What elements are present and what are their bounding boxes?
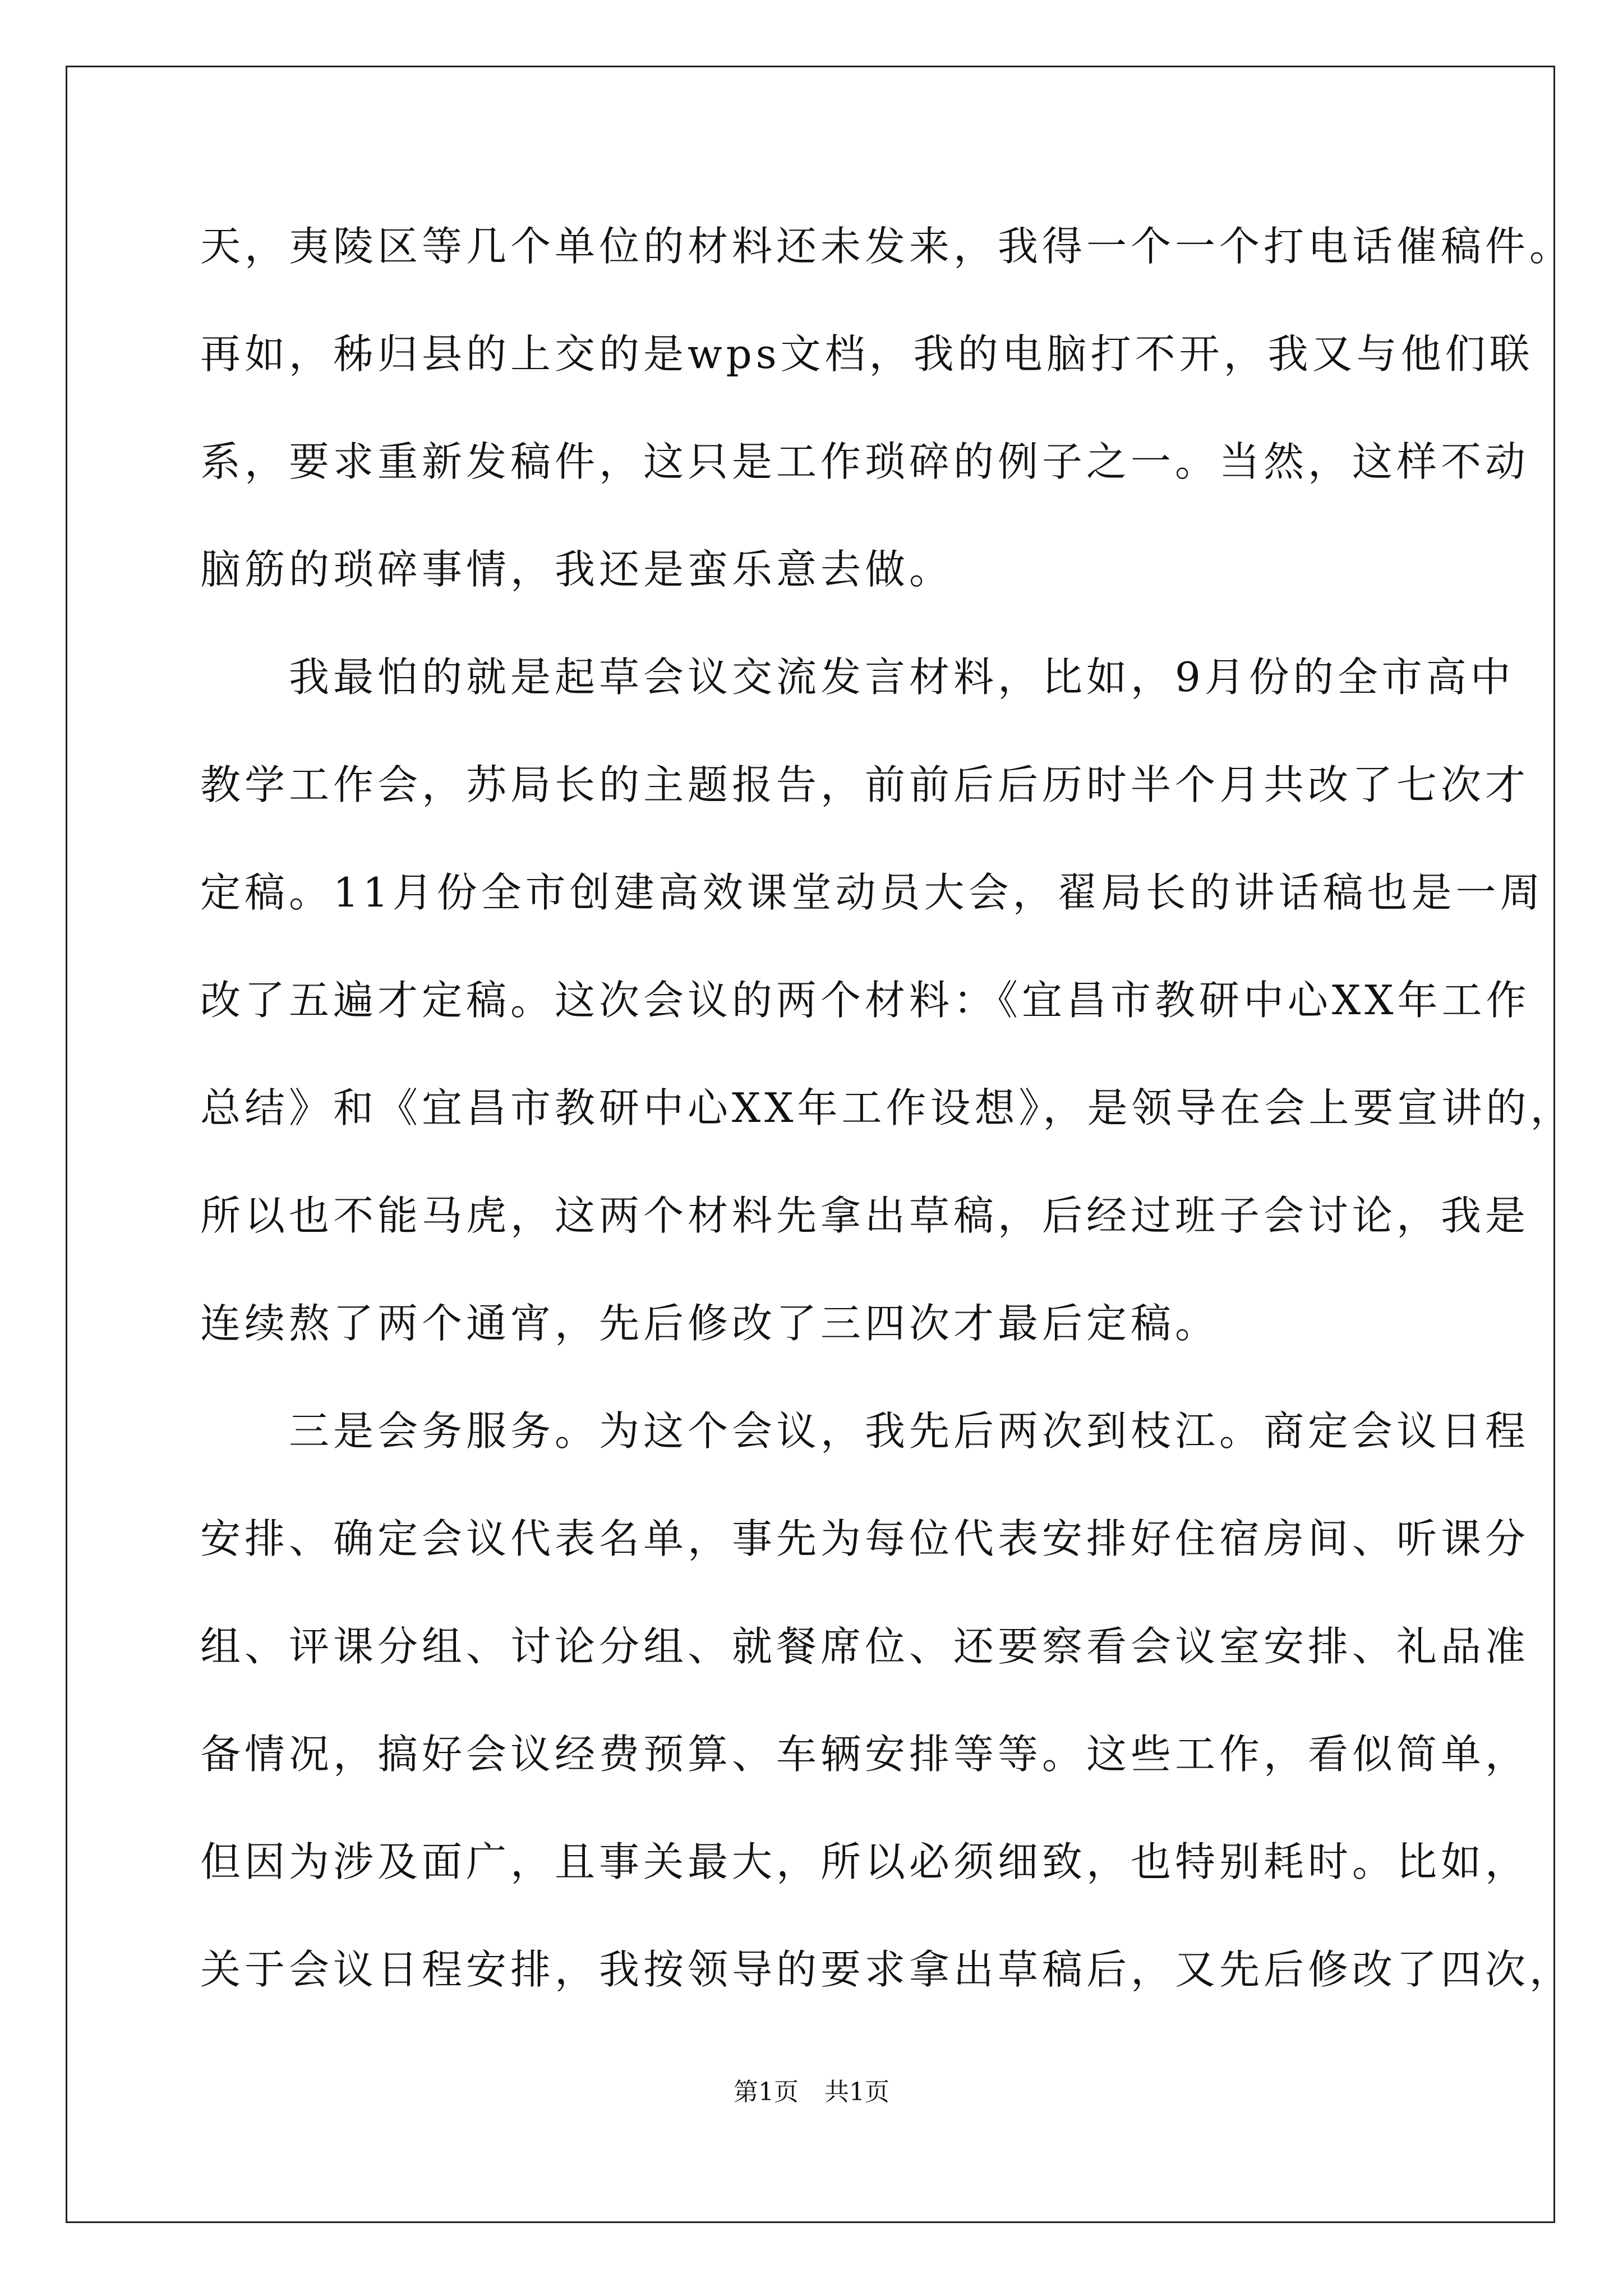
page-footer [0,2076,1623,2109]
text-line: 组、评课分组、讨论分组、就餐席位、还要察看会议室安排、礼品准 [200,1623,1530,1670]
text-line: 连续熬了两个通宵，先后修改了三四次才最后定稿。 [200,1300,1220,1347]
text-line: 再如，秭归县的上交的是wps文档，我的电脑打不开，我又与他们联 [200,330,1534,378]
page-total: 共1页 [824,2078,889,2106]
text-line: 关于会议日程安排，我按领导的要求拿出草稿后，又先后修改了四次， [200,1946,1574,1993]
page-number: 第1页 [734,2078,799,2106]
text-line: 天，夷陵区等几个单位的材料还未发来，我得一个一个打电话催稿件。 [200,223,1574,270]
text-line: 安排、确定会议代表名单，事先为每位代表安排好住宿房间、听课分 [200,1515,1530,1562]
text-line: 三是会务服务。为这个会议，我先后两次到枝江。商定会议日程 [200,1407,1530,1455]
text-line: 教学工作会，苏局长的主题报告，前前后后历时半个月共改了七次才 [200,761,1530,808]
text-line: 系，要求重新发稿件，这只是工作琐碎的例子之一。当然，这样不动 [200,438,1530,485]
text-line: 我最怕的就是起草会议交流发言材料，比如，9月份的全市高中 [200,654,1515,701]
text-line: 脑筋的琐碎事情，我还是蛮乐意去做。 [200,546,954,593]
text-line: 总结》和《宜昌市教研中心XX年工作设想》，是领导在会上要宣讲的， [200,1084,1575,1131]
text-line: 备情况，搞好会议经费预算、车辆安排等等。这些工作，看似简单， [200,1731,1530,1778]
text-line: 定稿。11月份全市创建高效课堂动员大会，翟局长的讲话稿也是一周 [200,869,1544,916]
text-line: 所以也不能马虎，这两个材料先拿出草稿，后经过班子会讨论，我是 [200,1192,1530,1239]
text-line: 但因为涉及面广，且事关最大，所以必须细致，也特别耗时。比如， [200,1838,1530,1885]
document-body [200,192,1575,2023]
text-line: 改了五遍才定稿。这次会议的两个材料：《宜昌市教研中心XX年工作 [200,977,1530,1024]
